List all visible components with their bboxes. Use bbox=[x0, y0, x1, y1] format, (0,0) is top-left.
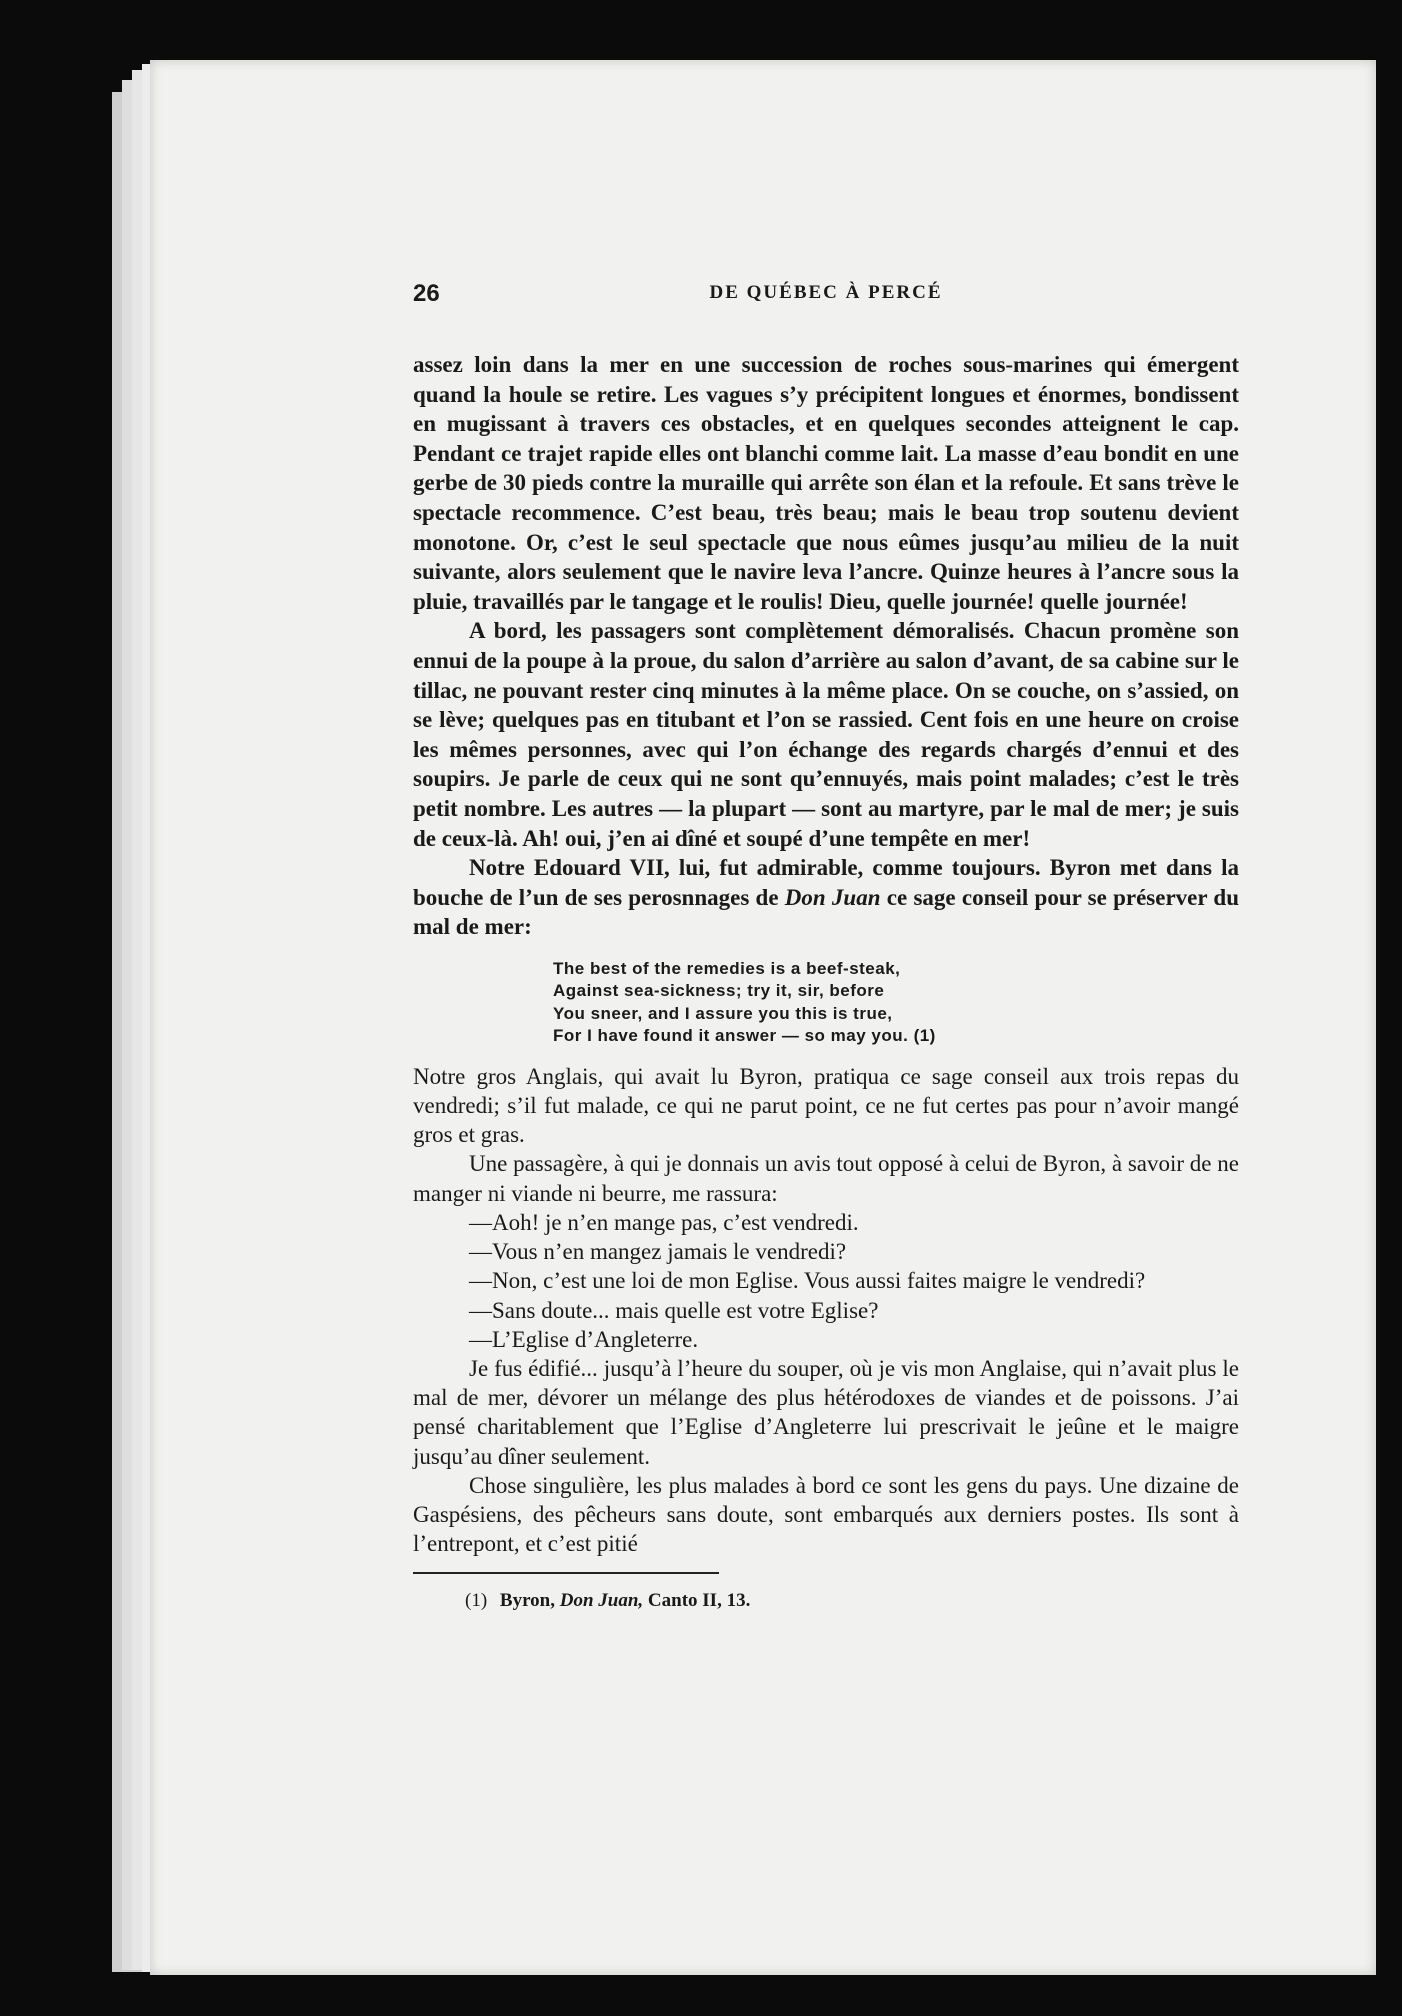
footnote-divider bbox=[413, 1572, 719, 1574]
footnote-reference: Canto II, 13. bbox=[647, 1590, 751, 1612]
paragraph bbox=[413, 616, 1239, 853]
paragraph-text: assez loin dans la mer en une succession de roches sous-marines qui émergent quand la houle se retire. Les vagues s’y précipitent longues et énormes, bondissent en mugissant à travers ces obstacles, et en quelques secondes atteignent le cap. Pendant ce trajet rapide elles ont blanchi comme lait. La masse d’eau bondit en une gerbe de 30 pieds contre la muraille qui arrête son élan et la refoule. Et sans trève le spectacle recommence. C’est beau, très beau; mais le beau trop soutenu devient monotone. Or, c’est le seul spectacle que nous eûmes jusqu’au milieu de la nuit suivante, alors seulement que le navire leva l’ancre. Quinze heures à l’ancre sous la pluie, travaillés par le tangage et le roulis! Dieu, quelle journée! quelle journée! bbox=[413, 352, 1239, 614]
dialogue-line: —Aoh! je n’en mange pas, c’est vendredi. bbox=[469, 1209, 859, 1235]
paragraph bbox=[413, 350, 1239, 616]
body-text-upper bbox=[413, 350, 1239, 942]
paragraph-text: ce sage conseil pour se préserver du mal de mer: bbox=[413, 884, 1239, 940]
verse-line: Against sea-sickness; try it, sir, before bbox=[553, 981, 885, 1001]
paragraph: Une passagère, à qui je donnais un avis tout opposé à celui de Byron, à savoir de ne manger ni viande ni beurre, me rassura: bbox=[413, 1151, 1239, 1206]
paragraph: Je fus édifié... jusqu’à l’heure du souper, où je vis mon Anglaise, qui n’avait plus le mal de mer, dévorer un mélange des plus hétérodoxes de viandes et de poissons. J’ai pensé charitablement que l’Eglise d’Angleterre lui prescrivait le jeûne et le maigre jusqu’au dîner seulement. bbox=[413, 1355, 1239, 1469]
paragraph: Notre gros Anglais, qui avait lu Byron, pratiqua ce sage conseil aux trois repas du vendredi; s’il fut malade, ce qui ne parut point, ce ne fut certes pas pour n’avoir mangé gros et gras. bbox=[413, 1063, 1239, 1148]
paragraph-text: Notre Edouard VII, lui, fut admirable, comme toujours. Byron met dans la bouche de l’un de ses perosnnages de bbox=[413, 855, 1239, 910]
dialogue-line: —Non, c’est une loi de mon Eglise. Vous aussi faites maigre le vendredi? bbox=[469, 1268, 1146, 1294]
body-text-lower bbox=[413, 1062, 1239, 1558]
dialogue-line: —Vous n’en mangez jamais le vendredi? bbox=[469, 1239, 847, 1265]
work-title: Don Juan bbox=[784, 884, 881, 910]
paragraph: Chose singulière, les plus malades à bord ce sont les gens du pays. Une dizaine de Gaspésiens, des pêcheurs sans doute, sont embarqués aux derniers postes. Ils sont à l’entrepont, et c’est pitié bbox=[413, 1472, 1239, 1557]
footnote-author: Byron, bbox=[499, 1590, 555, 1612]
verse-line: The best of the remedies is a beef-steak, bbox=[553, 958, 901, 978]
paragraph-text: A bord, les passagers sont complètement démoralisés. Chacun promène son ennui de la poupe à la proue, du salon d’arrière au salon d’avant, de sa cabine sur le tillac, ne pouvant rester cinq minutes à la même place. On se couche, on s’assied, on se lève; quelques pas en titubant et l’on se rassied. Cent fois en une heure on croise les mêmes personnes, avec qui l’on échange des regards chargés d’ennui et des soupirs. Je parle de ceux qui ne sont qu’ennuyés, mais point malades; c’est le très petit nombre. Les autres — la plupart — sont au martyre, par le mal de mer; je suis de ceux-là. Ah! oui, j’en ai dîné et soupé d’une tempête en mer! bbox=[413, 618, 1239, 851]
running-head bbox=[413, 280, 1239, 314]
text-block bbox=[413, 280, 1239, 1612]
verse-line: You sneer, and I assure you this is true, bbox=[553, 1003, 893, 1023]
running-title: DE QUÉBEC À PERCÉ bbox=[709, 282, 943, 303]
dialogue-line: —L’Eglise d’Angleterre. bbox=[469, 1326, 699, 1352]
paragraph bbox=[413, 853, 1239, 942]
footnote-number: (1) bbox=[465, 1590, 488, 1612]
dialogue-line: —Sans doute... mais quelle est votre Eglise? bbox=[469, 1297, 879, 1323]
verse-line: For I have found it answer — so may you. (1) bbox=[553, 1026, 936, 1046]
footnote bbox=[413, 1590, 1239, 1612]
footnote-work-title: Don Juan, bbox=[559, 1590, 644, 1612]
page-number: 26 bbox=[413, 280, 440, 307]
verse-quote bbox=[553, 958, 1239, 1048]
